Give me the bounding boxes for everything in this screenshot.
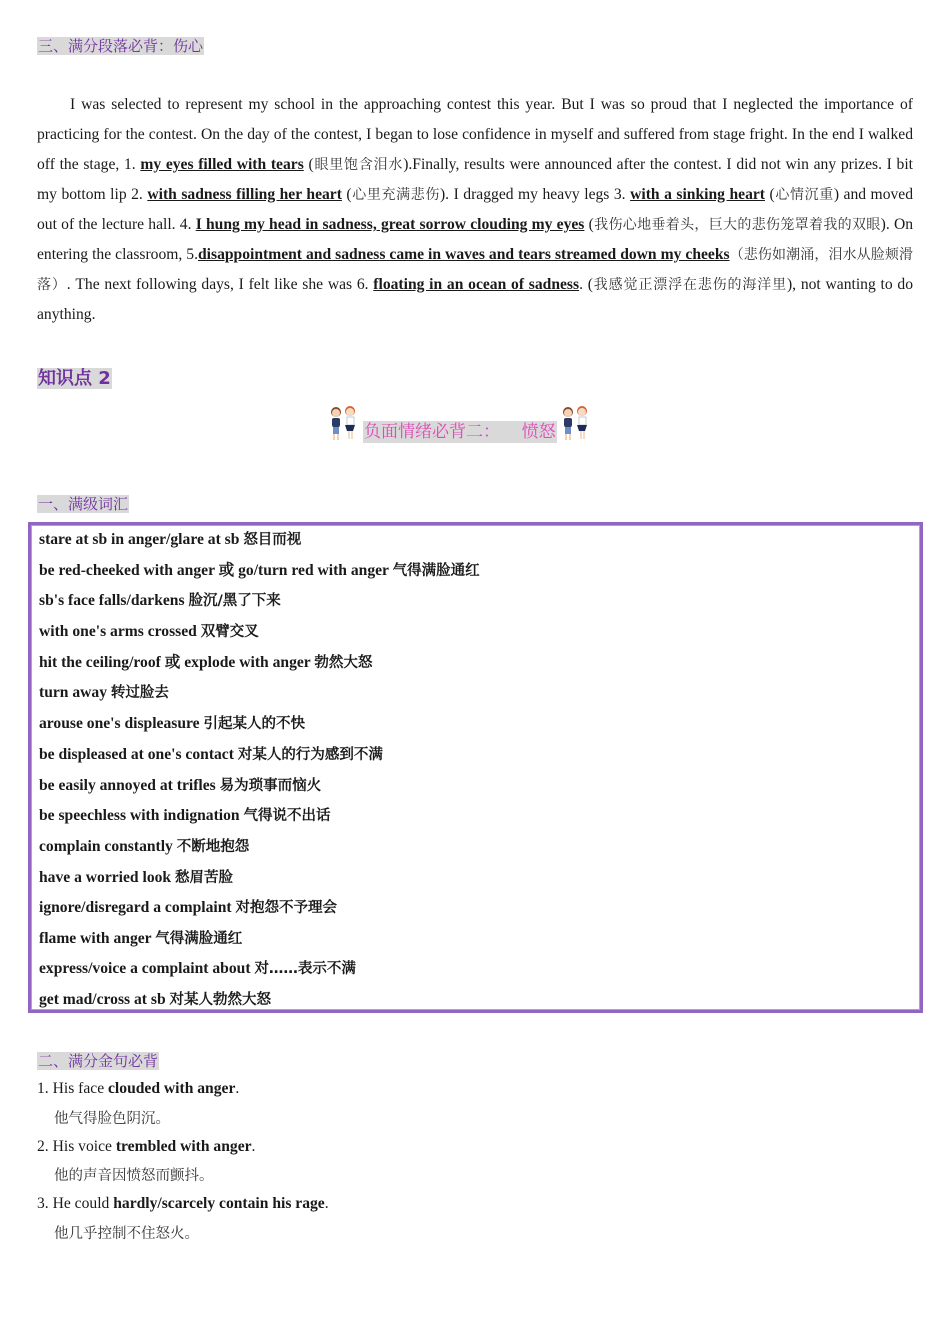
knowledge-point-label: 知识点 2 [38,368,111,389]
vocab-item: be speechless with indignation 气得说不出话 [39,807,331,824]
boy-girl-kids-icon [557,404,595,444]
vocab-item: hit the ceiling/roof 或 explode with anger 勃然大怒 [39,654,373,671]
vocab-item: be easily annoyed at trifles 易为琐事而恼火 [39,777,322,794]
sentence-item: 2. His voice trembled with anger. [37,1138,256,1155]
vocab-item: sb's face falls/darkens 脸沉/黑了下来 [39,592,281,609]
section-heading-vocabulary: 一、满级词汇 [38,495,129,513]
vocab-item: express/voice a complaint about 对……表示不满 [39,960,356,977]
vocabulary-box [28,522,923,1013]
key-phrase: with a sinking heart [630,186,765,203]
vocab-item: get mad/cross at sb 对某人勃然大怒 [39,991,272,1008]
vocab-item: with one's arms crossed 双臂交叉 [39,623,259,640]
sentence-translation: 他的声音因愤怒而颤抖。 [54,1168,214,1184]
sadness-paragraph: I was selected to represent my school in the approaching contest this year. But I was so proud that I neglected the importance of practicing for the contest. On the day of the contest, I began to lose confidence in myself and suffered from stage fright. In the end I walked off the stage, 1. my eyes filled with tears (眼里饱含泪水).Finally, results were announced after the contest. I did not win any prizes. I bit my bottom lip 2. with sadness filling her heart (心里充满悲伤). I dragged my heavy legs 3. with a sinking heart (心情沉重) and moved out of the lecture hall. 4. I hung my head in sadness, great sorrow clouding my eyes (我伤心地垂着头，巨大的悲伤笼罩着我的双眼). On entering the classroom, 5.disappointment and sadness came in waves and tears streamed down my cheeks（悲伤如潮涌，泪水从脸颊滑落）. The next following days, I felt like she was 6. floating in an ocean of sadness. (我感觉正漂浮在悲伤的海洋里), not wanting to do anything. [37,96,914,323]
key-phrase: my eyes filled with tears [140,156,304,173]
vocab-item: flame with anger 气得满脸通红 [39,930,243,947]
key-phrase: disappointment and sadness came in waves and tears streamed down my cheeks [198,246,730,263]
section-heading-sadness-paragraph: 三、满分段落必背：伤心 [38,37,204,55]
sentence-item: 3. He could hardly/scarcely contain his rage. [37,1195,329,1212]
vocab-item: arouse one's displeasure 引起某人的不快 [39,715,305,732]
sentence-translation: 他几乎控制不住怒火。 [54,1226,199,1242]
topic-title-text: 负面情绪必背二： 愤怒 [364,422,556,442]
key-phrase: I hung my head in sadness, great sorrow clouding my eyes [195,216,585,233]
key-phrase: with sadness filling her heart [147,186,342,203]
vocab-item: be red-cheeked with anger 或 go/turn red with anger 气得满脸通红 [39,562,480,579]
section-heading-sentences: 二、满分金句必背 [38,1052,159,1070]
vocab-item: be displeased at one's contact 对某人的行为感到不满 [39,746,383,763]
vocab-item: complain constantly 不断地抱怨 [39,838,250,855]
sentence-translation: 他气得脸色阴沉。 [54,1111,170,1127]
key-phrase: floating in an ocean of sadness [373,276,580,293]
topic-title [325,402,595,444]
sentence-item: 1. His face clouded with anger. [37,1080,240,1097]
vocab-item: turn away 转过脸去 [39,684,169,701]
vocab-item: ignore/disregard a complaint 对抱怨不予理会 [39,899,338,916]
vocab-item: have a worried look 愁眉苦脸 [39,869,234,886]
vocab-item: stare at sb in anger/glare at sb 怒目而视 [39,531,302,548]
boy-girl-kids-icon [325,404,363,444]
